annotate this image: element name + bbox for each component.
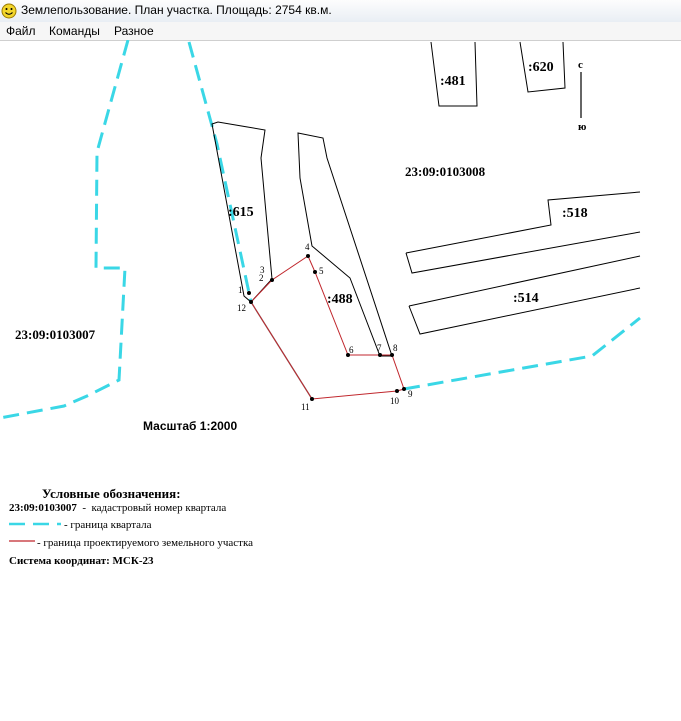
point-label-8: 8 [393, 343, 398, 353]
point-label-5: 5 [319, 266, 324, 276]
south-letter: ю [578, 121, 587, 133]
point-label-1: 1 [238, 285, 243, 295]
menu-commands[interactable]: Команды [49, 24, 100, 38]
point-label-12: 12 [237, 303, 246, 313]
neighbor-lots [212, 42, 640, 356]
lot-label-615: :615 [228, 205, 254, 220]
menu-bar [0, 22, 681, 41]
lot-label-481: :481 [440, 74, 466, 89]
legend-crs: Система координат: МСК-23 [9, 555, 154, 567]
lot-488-outline [298, 133, 392, 356]
quarter-label-0103008: 23:09:0103008 [405, 164, 486, 179]
projected-parcel-border [251, 256, 404, 399]
lot-label-514: :514 [513, 291, 539, 306]
north-letter: с [578, 59, 583, 71]
point-label-3: 3 [260, 265, 265, 275]
scale-label: Масштаб 1:2000 [143, 419, 238, 433]
point-label-9: 9 [408, 389, 413, 399]
legend-quarter-desc: - граница квартала [64, 519, 152, 531]
legend-parcel-desc: - граница проектируемого земельного участка [37, 537, 254, 549]
menu-misc[interactable]: Разное [114, 24, 154, 38]
lot-label-488: :488 [327, 292, 353, 307]
north-arrow-icon [578, 59, 586, 133]
point-label-10: 10 [390, 396, 399, 406]
legend-code: 23:09:0103007 [9, 502, 77, 514]
quarter-label-0103007: 23:09:0103007 [15, 327, 96, 342]
title-bar [0, 0, 681, 23]
legend-code-desc: - кадастровый номер квартала [76, 502, 227, 514]
lot-label-518: :518 [562, 206, 588, 221]
land-plan-canvas [0, 40, 681, 721]
point-label-11: 11 [301, 402, 310, 412]
quarter-border-lines [0, 40, 640, 418]
lot-label-620: :620 [528, 60, 554, 75]
menu-file[interactable]: Файл [6, 24, 36, 38]
point-label-2: 2 [259, 273, 264, 283]
smiley-icon [1, 3, 17, 19]
legend-title: Условные обозначения: [42, 486, 181, 501]
point-label-4: 4 [305, 242, 310, 252]
point-label-7: 7 [377, 343, 382, 353]
point-label-6: 6 [349, 345, 354, 355]
window-title: Землепользование. План участка. Площадь: 2754 кв.м. [21, 3, 332, 17]
